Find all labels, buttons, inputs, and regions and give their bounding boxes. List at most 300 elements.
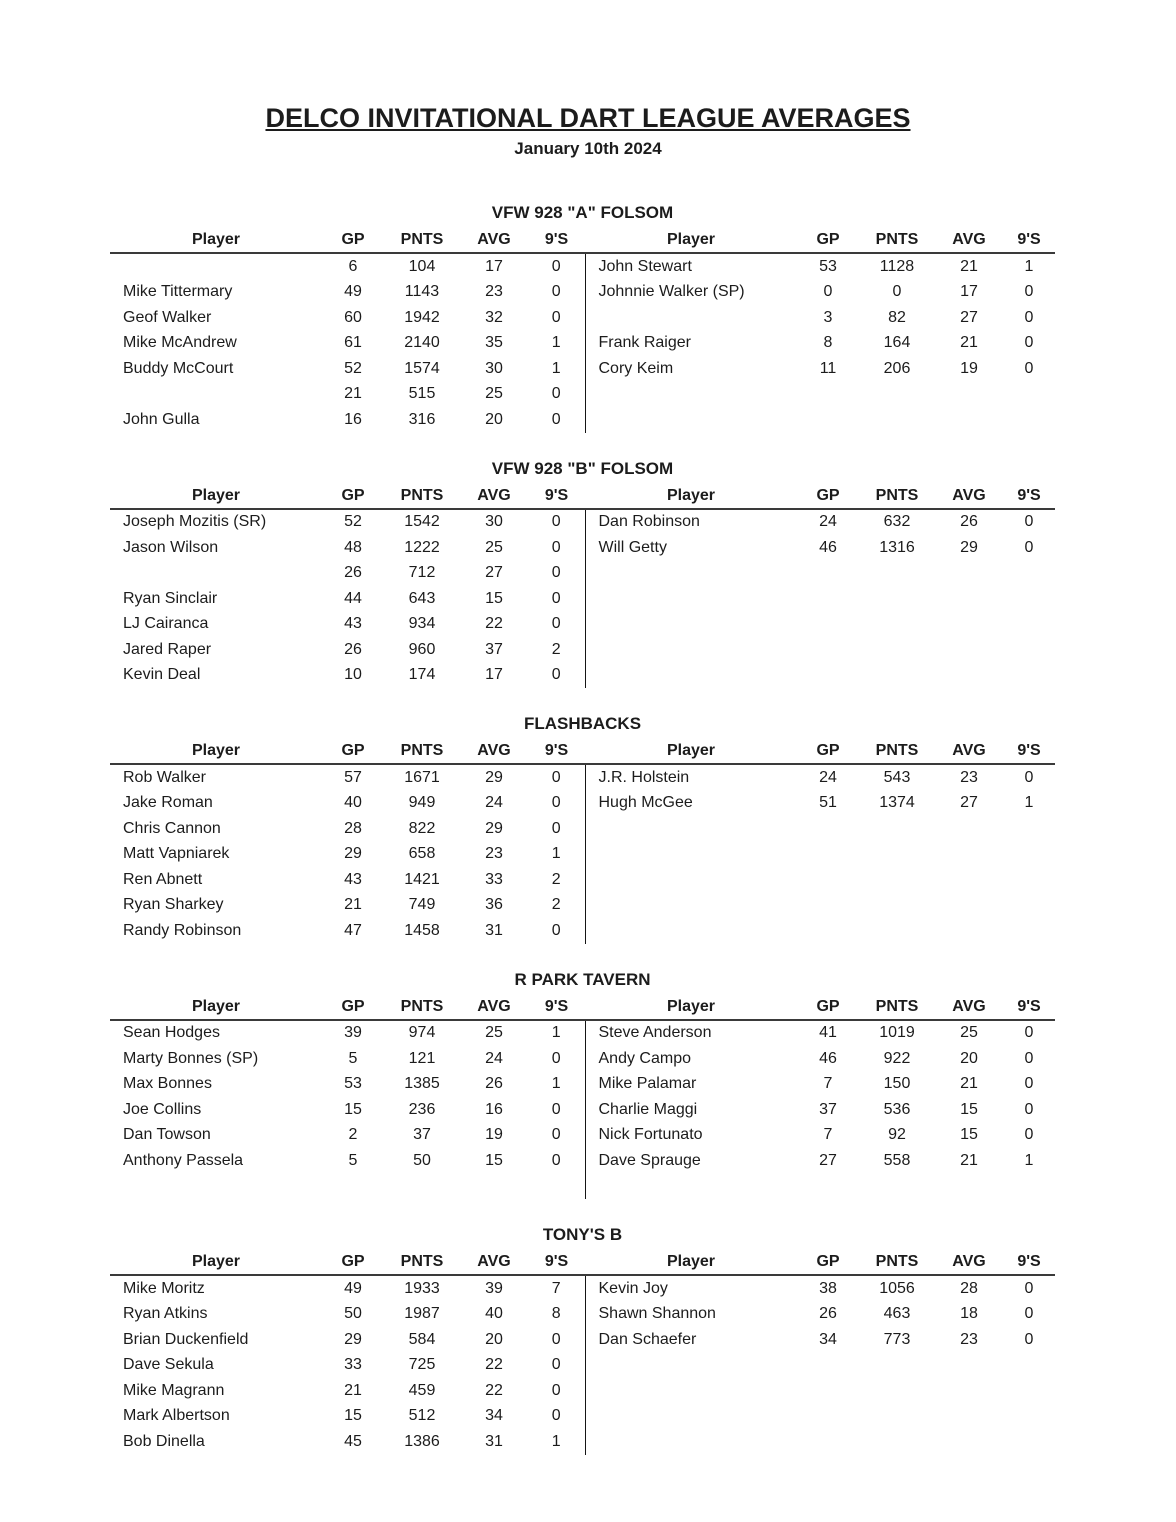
avg-cell — [935, 918, 1003, 944]
nines-cell: 1 — [551, 359, 561, 377]
column-header: Player — [110, 739, 322, 764]
gp-cell: 26 — [819, 1305, 837, 1323]
averages-table — [110, 1250, 1055, 1455]
avg-cell: 39 — [485, 1279, 503, 1297]
table-row — [110, 893, 1055, 919]
player-name-cell: Nick Fortunato — [585, 1123, 797, 1149]
player-name-cell: Buddy McCourt — [123, 359, 234, 377]
column-header: 9'S — [528, 995, 585, 1020]
gp-cell: 7 — [823, 1126, 833, 1144]
column-header: GP — [322, 228, 384, 253]
table-row — [110, 1404, 1055, 1430]
column-header: GP — [797, 739, 859, 764]
avg-cell: 19 — [960, 359, 978, 377]
nines-cell: 1 — [551, 845, 561, 863]
player-name-cell: Ryan Sinclair — [123, 589, 218, 607]
gp-cell: 51 — [819, 794, 837, 812]
nines-cell — [1003, 842, 1055, 868]
player-name-cell: Mike Tittermary — [123, 283, 233, 301]
pnts-cell: 1542 — [404, 513, 440, 531]
pnts-cell — [859, 663, 935, 689]
player-name-cell: Mike Moritz — [123, 1279, 205, 1297]
gp-cell: 47 — [344, 921, 362, 939]
avg-cell: 23 — [485, 845, 503, 863]
avg-cell: 15 — [485, 1151, 503, 1169]
gp-cell — [797, 1174, 859, 1200]
pnts-cell: 1374 — [879, 794, 915, 812]
player-name-cell — [585, 1378, 797, 1404]
gp-cell: 61 — [344, 334, 362, 352]
avg-cell — [935, 561, 1003, 587]
player-name-cell: J.R. Holstein — [585, 764, 797, 791]
avg-cell: 22 — [485, 1381, 503, 1399]
avg-cell: 24 — [485, 1049, 503, 1067]
player-name-cell: Max Bonnes — [123, 1075, 212, 1093]
player-name-cell: Mike McAndrew — [123, 334, 237, 352]
nines-cell: 1 — [1024, 257, 1034, 275]
column-header: 9'S — [528, 228, 585, 253]
nines-cell: 0 — [1024, 359, 1034, 377]
avg-cell: 17 — [485, 257, 503, 275]
column-header: GP — [322, 995, 384, 1020]
player-name-cell — [585, 663, 797, 689]
column-header: PNTS — [859, 995, 935, 1020]
column-header: AVG — [935, 995, 1003, 1020]
pnts-cell — [859, 637, 935, 663]
avg-cell: 25 — [485, 1024, 503, 1042]
gp-cell: 29 — [344, 1330, 362, 1348]
pnts-cell: 37 — [413, 1126, 431, 1144]
page-subtitle: January 10th 2024 — [514, 139, 662, 158]
gp-cell: 26 — [344, 564, 362, 582]
avg-cell: 29 — [485, 768, 503, 786]
table-row — [110, 1327, 1055, 1353]
column-header: Player — [110, 1250, 322, 1275]
nines-cell: 0 — [1024, 513, 1034, 531]
pnts-cell: 206 — [883, 359, 911, 377]
avg-cell — [935, 1404, 1003, 1430]
pnts-cell: 92 — [888, 1126, 906, 1144]
column-header: 9'S — [528, 739, 585, 764]
nines-cell: 0 — [1024, 538, 1034, 556]
gp-cell: 8 — [823, 334, 833, 352]
gp-cell: 24 — [819, 768, 837, 786]
nines-cell: 0 — [551, 410, 561, 428]
player-name-cell — [585, 382, 797, 408]
table-row — [110, 280, 1055, 306]
header-row — [110, 995, 1055, 1020]
table-row — [110, 1020, 1055, 1047]
nines-cell: 0 — [551, 1407, 561, 1425]
column-header: Player — [585, 995, 797, 1020]
player-name-cell — [110, 561, 322, 587]
column-header: AVG — [460, 995, 528, 1020]
pnts-cell — [859, 918, 935, 944]
pnts-cell — [859, 1174, 935, 1200]
gp-cell: 46 — [819, 1049, 837, 1067]
player-name-cell: Dave Sprauge — [585, 1148, 797, 1174]
avg-cell: 15 — [960, 1126, 978, 1144]
avg-cell: 27 — [960, 308, 978, 326]
avg-cell — [935, 612, 1003, 638]
player-name-cell: Joe Collins — [123, 1100, 202, 1118]
avg-cell: 29 — [485, 819, 503, 837]
avg-cell — [935, 407, 1003, 433]
team-name: FLASHBACKS — [523, 714, 642, 733]
player-name-cell: Charlie Maggi — [585, 1097, 797, 1123]
nines-cell: 0 — [551, 513, 561, 531]
avg-cell: 40 — [485, 1305, 503, 1323]
avg-cell: 16 — [485, 1100, 503, 1118]
column-header: 9'S — [528, 1250, 585, 1275]
player-name-cell: Jake Roman — [123, 794, 213, 812]
player-name-cell: Shawn Shannon — [585, 1302, 797, 1328]
player-name-cell — [585, 1429, 797, 1455]
pnts-cell: 658 — [408, 845, 436, 863]
averages-table — [110, 228, 1055, 433]
player-name-cell: John Gulla — [123, 410, 200, 428]
pnts-cell: 236 — [408, 1100, 436, 1118]
gp-cell: 24 — [819, 513, 837, 531]
table-row — [110, 305, 1055, 331]
pnts-cell: 949 — [408, 794, 436, 812]
team-name: R PARK TAVERN — [514, 969, 651, 989]
pnts-cell — [859, 586, 935, 612]
pnts-cell: 50 — [413, 1151, 431, 1169]
averages-table — [110, 995, 1055, 1200]
table-row — [110, 586, 1055, 612]
gp-cell — [797, 382, 859, 408]
column-header: Player — [585, 739, 797, 764]
nines-cell: 0 — [551, 794, 561, 812]
gp-cell: 21 — [344, 1381, 362, 1399]
player-name-cell: Mike Magrann — [123, 1381, 225, 1399]
gp-cell: 53 — [819, 257, 837, 275]
player-name-cell — [585, 305, 797, 331]
header-row — [110, 484, 1055, 509]
player-name-cell — [585, 586, 797, 612]
player-name-cell — [585, 407, 797, 433]
avg-cell: 23 — [485, 283, 503, 301]
gp-cell — [797, 561, 859, 587]
column-header: PNTS — [859, 484, 935, 509]
nines-cell: 0 — [551, 921, 561, 939]
nines-cell: 1 — [551, 1432, 561, 1450]
avg-cell: 33 — [485, 870, 503, 888]
nines-cell: 0 — [551, 1151, 561, 1169]
avg-cell — [935, 816, 1003, 842]
pnts-cell: 749 — [408, 896, 436, 914]
gp-cell — [797, 1353, 859, 1379]
pnts-cell: 174 — [408, 666, 436, 684]
player-name-cell: Marty Bonnes (SP) — [123, 1049, 259, 1067]
gp-cell: 10 — [344, 666, 362, 684]
pnts-cell: 725 — [408, 1356, 436, 1374]
table-row — [110, 764, 1055, 791]
pnts-cell: 1574 — [404, 359, 440, 377]
nines-cell: 0 — [1024, 1100, 1034, 1118]
team-section — [110, 714, 1055, 944]
gp-cell — [797, 612, 859, 638]
player-name-cell: Frank Raiger — [585, 331, 797, 357]
pnts-cell — [384, 1174, 460, 1200]
pnts-cell — [859, 842, 935, 868]
sections-container — [0, 203, 1176, 1455]
gp-cell — [797, 586, 859, 612]
team-section — [110, 1225, 1055, 1455]
team-section — [110, 459, 1055, 689]
nines-cell: 0 — [551, 615, 561, 633]
player-name-cell — [585, 893, 797, 919]
column-header: GP — [322, 739, 384, 764]
gp-cell: 39 — [344, 1024, 362, 1042]
column-header: PNTS — [384, 484, 460, 509]
nines-cell: 1 — [551, 334, 561, 352]
pnts-cell: 922 — [883, 1049, 911, 1067]
header-row — [110, 228, 1055, 253]
nines-cell — [1003, 816, 1055, 842]
avg-cell — [935, 1429, 1003, 1455]
column-header: PNTS — [859, 228, 935, 253]
avg-cell — [935, 586, 1003, 612]
nines-cell: 2 — [551, 870, 561, 888]
avg-cell: 25 — [960, 1024, 978, 1042]
gp-cell: 46 — [819, 538, 837, 556]
pnts-cell: 316 — [408, 410, 436, 428]
avg-cell: 26 — [485, 1075, 503, 1093]
nines-cell: 0 — [1024, 283, 1034, 301]
avg-cell — [935, 1174, 1003, 1200]
pnts-cell: 1987 — [404, 1305, 440, 1323]
gp-cell: 43 — [344, 615, 362, 633]
avg-cell: 28 — [960, 1279, 978, 1297]
gp-cell: 52 — [344, 359, 362, 377]
avg-cell — [460, 1174, 528, 1200]
nines-cell: 0 — [551, 589, 561, 607]
pnts-cell: 1671 — [404, 768, 440, 786]
player-name-cell: Jared Raper — [123, 640, 212, 658]
gp-cell — [797, 816, 859, 842]
column-header: AVG — [935, 1250, 1003, 1275]
player-name-cell — [585, 842, 797, 868]
column-header: GP — [322, 484, 384, 509]
avg-cell: 15 — [485, 589, 503, 607]
nines-cell: 0 — [1024, 1305, 1034, 1323]
team-section — [110, 203, 1055, 433]
column-header: PNTS — [384, 1250, 460, 1275]
gp-cell: 38 — [819, 1279, 837, 1297]
nines-cell — [528, 1174, 585, 1200]
player-name-cell: LJ Cairanca — [123, 615, 209, 633]
avg-cell: 20 — [485, 410, 503, 428]
avg-cell: 32 — [485, 308, 503, 326]
pnts-cell: 1316 — [879, 538, 915, 556]
gp-cell — [797, 1429, 859, 1455]
pnts-cell — [859, 1378, 935, 1404]
column-header: AVG — [460, 1250, 528, 1275]
table-row — [110, 1148, 1055, 1174]
column-header: AVG — [460, 228, 528, 253]
pnts-cell — [859, 382, 935, 408]
table-row — [110, 382, 1055, 408]
player-name-cell — [110, 1174, 322, 1200]
table-row — [110, 1097, 1055, 1123]
avg-cell — [935, 867, 1003, 893]
pnts-cell: 543 — [883, 768, 911, 786]
gp-cell — [322, 1174, 384, 1200]
pnts-cell: 512 — [408, 1407, 436, 1425]
nines-cell: 0 — [551, 666, 561, 684]
column-header: Player — [585, 484, 797, 509]
nines-cell — [1003, 918, 1055, 944]
table-row — [110, 663, 1055, 689]
table-row — [110, 1123, 1055, 1149]
pnts-cell: 712 — [408, 564, 436, 582]
pnts-cell: 515 — [408, 385, 436, 403]
gp-cell: 15 — [344, 1100, 362, 1118]
player-name-cell — [585, 816, 797, 842]
nines-cell: 0 — [1024, 1279, 1034, 1297]
avg-cell — [935, 1353, 1003, 1379]
nines-cell: 0 — [551, 385, 561, 403]
avg-cell: 22 — [485, 1356, 503, 1374]
column-header: AVG — [935, 228, 1003, 253]
table-row — [110, 331, 1055, 357]
gp-cell: 0 — [823, 283, 833, 301]
nines-cell: 2 — [551, 896, 561, 914]
player-name-cell — [585, 918, 797, 944]
player-name-cell: John Stewart — [585, 253, 797, 280]
gp-cell: 44 — [344, 589, 362, 607]
nines-cell: 0 — [1024, 308, 1034, 326]
column-header: GP — [322, 1250, 384, 1275]
pnts-cell: 1056 — [879, 1279, 915, 1297]
nines-cell: 1 — [1024, 1151, 1034, 1169]
pnts-cell: 974 — [408, 1024, 436, 1042]
avg-cell: 18 — [960, 1305, 978, 1323]
nines-cell: 0 — [551, 283, 561, 301]
pnts-cell: 82 — [888, 308, 906, 326]
column-header: 9'S — [1003, 1250, 1055, 1275]
player-name-cell — [585, 612, 797, 638]
player-name-cell: Mike Palamar — [585, 1072, 797, 1098]
column-header: Player — [585, 1250, 797, 1275]
nines-cell: 8 — [551, 1305, 561, 1323]
column-header: Player — [110, 228, 322, 253]
avg-cell: 23 — [960, 768, 978, 786]
table-row — [110, 1046, 1055, 1072]
nines-cell — [1003, 1404, 1055, 1430]
avg-cell: 36 — [485, 896, 503, 914]
gp-cell: 6 — [348, 257, 358, 275]
gp-cell: 52 — [344, 513, 362, 531]
gp-cell: 5 — [348, 1151, 358, 1169]
column-header: PNTS — [859, 739, 935, 764]
avg-cell: 35 — [485, 334, 503, 352]
nines-cell — [1003, 382, 1055, 408]
nines-cell: 0 — [551, 1049, 561, 1067]
nines-cell: 1 — [551, 1075, 561, 1093]
gp-cell — [797, 1404, 859, 1430]
pnts-cell: 463 — [883, 1305, 911, 1323]
table-row — [110, 1275, 1055, 1302]
table-row — [110, 535, 1055, 561]
table-row — [110, 1174, 1055, 1200]
gp-cell: 40 — [344, 794, 362, 812]
gp-cell: 16 — [344, 410, 362, 428]
pnts-cell: 536 — [883, 1100, 911, 1118]
pnts-cell: 822 — [408, 819, 436, 837]
header-row — [110, 739, 1055, 764]
player-name-cell: Ren Abnett — [123, 870, 203, 888]
column-header: PNTS — [384, 228, 460, 253]
nines-cell: 0 — [1024, 1075, 1034, 1093]
pnts-cell: 1386 — [404, 1432, 440, 1450]
table-row — [110, 561, 1055, 587]
nines-cell — [1003, 1429, 1055, 1455]
pnts-cell: 1222 — [404, 538, 440, 556]
nines-cell: 0 — [551, 1100, 561, 1118]
avg-cell: 21 — [960, 1151, 978, 1169]
table-row — [110, 356, 1055, 382]
pnts-cell — [859, 612, 935, 638]
pnts-cell: 1421 — [404, 870, 440, 888]
pnts-cell — [859, 561, 935, 587]
column-header: AVG — [460, 484, 528, 509]
avg-cell: 34 — [485, 1407, 503, 1425]
gp-cell: 28 — [344, 819, 362, 837]
gp-cell: 48 — [344, 538, 362, 556]
player-name-cell: Dan Robinson — [585, 509, 797, 536]
gp-cell — [797, 1378, 859, 1404]
table-row — [110, 918, 1055, 944]
nines-cell: 0 — [551, 768, 561, 786]
player-name-cell — [585, 1174, 797, 1200]
player-name-cell: Johnnie Walker (SP) — [585, 280, 797, 306]
table-row — [110, 1072, 1055, 1098]
gp-cell: 57 — [344, 768, 362, 786]
player-name-cell: Ryan Sharkey — [123, 896, 224, 914]
nines-cell — [1003, 1353, 1055, 1379]
nines-cell: 0 — [1024, 1049, 1034, 1067]
gp-cell: 29 — [344, 845, 362, 863]
pnts-cell: 632 — [883, 513, 911, 531]
player-name-cell: Andy Campo — [585, 1046, 797, 1072]
player-name-cell: Joseph Mozitis (SR) — [123, 513, 267, 531]
player-name-cell: Randy Robinson — [123, 921, 242, 939]
nines-cell: 2 — [551, 640, 561, 658]
nines-cell: 0 — [551, 1381, 561, 1399]
header-row — [110, 1250, 1055, 1275]
player-name-cell: Hugh McGee — [585, 791, 797, 817]
column-header: Player — [110, 484, 322, 509]
column-header: Player — [110, 995, 322, 1020]
column-header: AVG — [935, 739, 1003, 764]
nines-cell: 0 — [551, 538, 561, 556]
nines-cell — [1003, 586, 1055, 612]
table-row — [110, 1429, 1055, 1455]
gp-cell: 33 — [344, 1356, 362, 1374]
page-title: DELCO INVITATIONAL DART LEAGUE AVERAGES — [265, 103, 911, 133]
pnts-cell: 1942 — [404, 308, 440, 326]
avg-cell: 19 — [485, 1126, 503, 1144]
table-row — [110, 1378, 1055, 1404]
column-header: AVG — [935, 484, 1003, 509]
nines-cell: 0 — [551, 1356, 561, 1374]
nines-cell: 0 — [551, 1126, 561, 1144]
gp-cell: 2 — [348, 1126, 358, 1144]
gp-cell — [797, 842, 859, 868]
